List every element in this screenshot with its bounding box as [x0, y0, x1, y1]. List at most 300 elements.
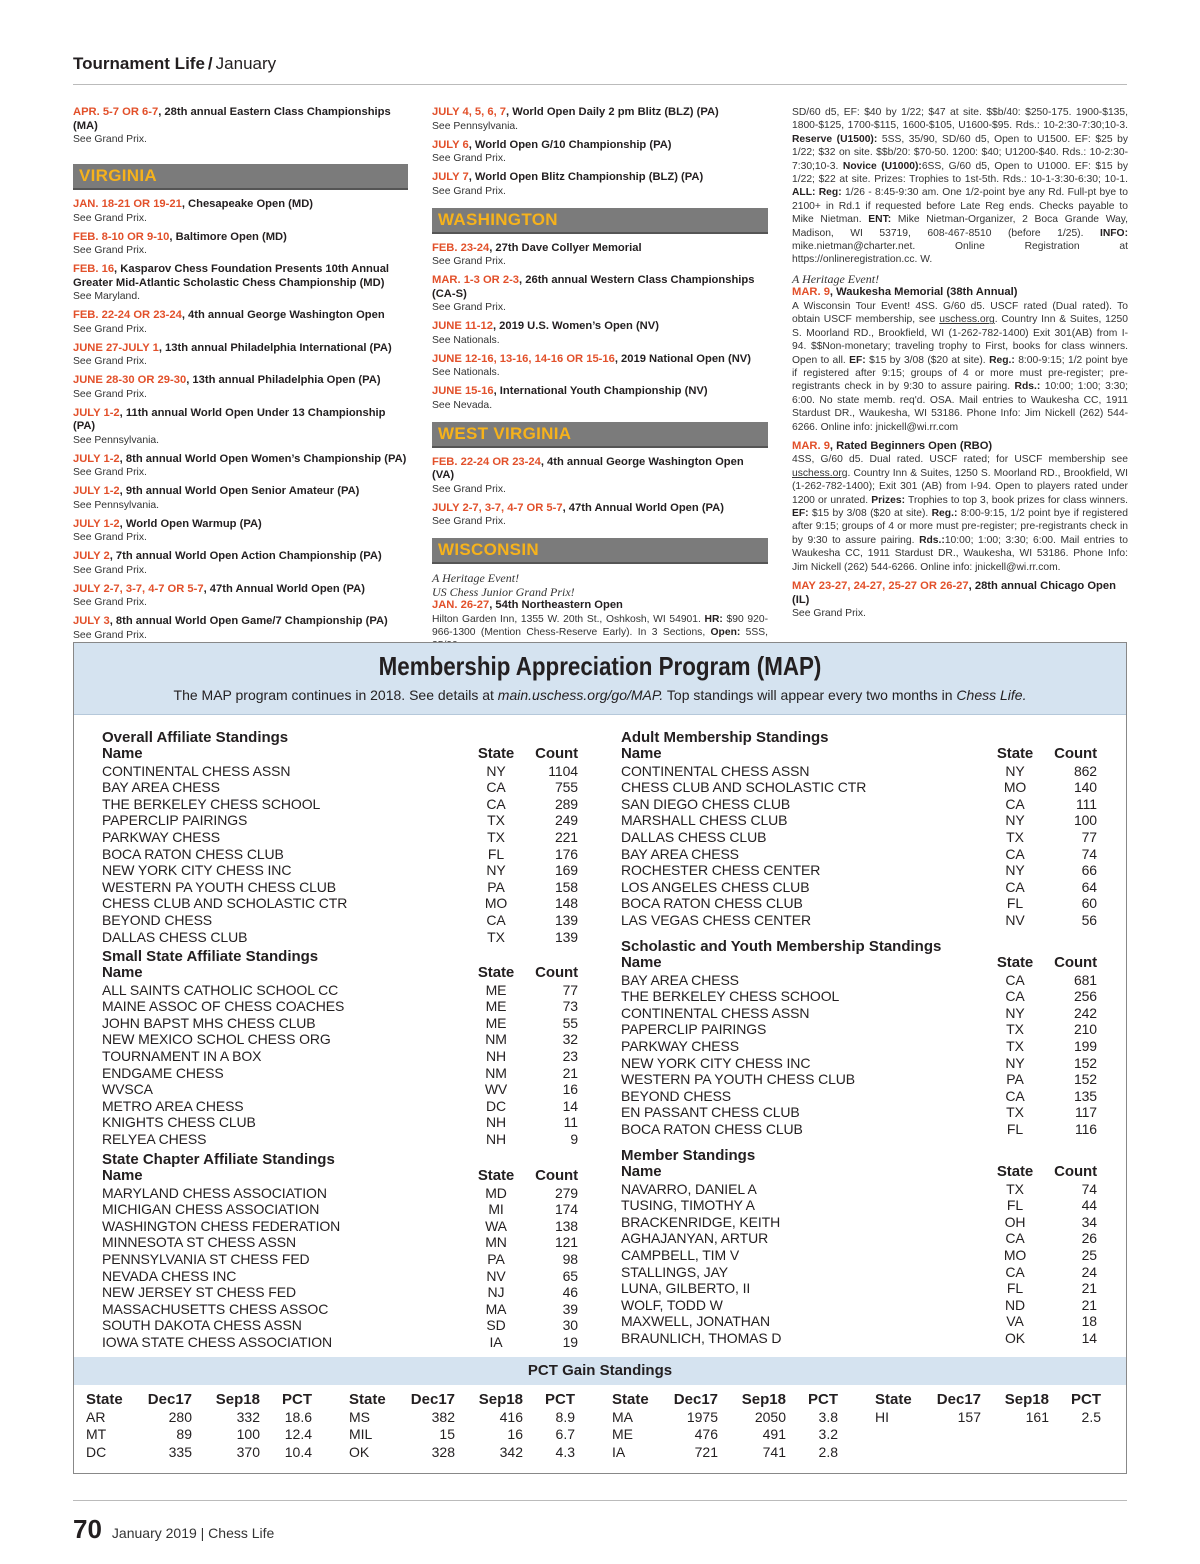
cell-name: PAPERCLIP PAIRINGS	[621, 1021, 767, 1038]
cell-name: SAN DIEGO CHESS CLUB	[621, 795, 791, 812]
cell-state: FL	[1006, 1197, 1024, 1214]
column-1	[73, 106, 408, 648]
cell-state: SD	[486, 1317, 506, 1334]
column-header-state: State	[477, 745, 515, 762]
cell-name: BOCA RATON CHESS CLUB	[621, 895, 803, 912]
pct-group	[875, 1391, 1101, 1426]
cell-count: 55	[562, 1014, 578, 1031]
cell-count: 135	[1073, 1087, 1097, 1104]
standings-title: State Chapter Affiliate Standings	[102, 1151, 335, 1168]
cell-count: 25	[1081, 1246, 1097, 1263]
cell-name: BAY AREA CHESS	[621, 971, 739, 988]
tournament-entry	[73, 231, 408, 258]
table-row	[102, 812, 582, 829]
pct-cell: 10.4	[284, 1443, 312, 1460]
tournament-entry	[792, 580, 1128, 620]
pct-cell: 15	[439, 1426, 455, 1443]
cell-name: MAXWELL, JONATHAN	[621, 1313, 770, 1330]
cell-count: 65	[562, 1267, 578, 1284]
cell-name: MARSHALL CHESS CLUB	[621, 812, 788, 829]
cell-count: 256	[1073, 988, 1097, 1005]
cell-state: ME	[485, 998, 507, 1015]
cell-count: 138	[554, 1217, 578, 1234]
cell-name: TOURNAMENT IN A BOX	[102, 1047, 262, 1064]
column-header-count: Count	[535, 1167, 578, 1184]
cell-count: 98	[562, 1250, 578, 1267]
cell-name: MAINE ASSOC OF CHESS COACHES	[102, 998, 345, 1015]
pct-cell: 89	[176, 1426, 192, 1443]
pct-column-header: Dec17	[147, 1391, 192, 1408]
cell-state: NY	[1005, 812, 1025, 829]
entry-date: FEB. 22-24 OR 23-24	[432, 455, 541, 468]
cell-count: 44	[1081, 1197, 1097, 1214]
table-row	[102, 895, 582, 912]
cell-name: MASSACHUSETTS CHESS ASSOC	[102, 1300, 329, 1317]
entry-note: See Grand Prix.	[73, 245, 147, 256]
tournament-entry	[73, 550, 408, 577]
table-row	[612, 1426, 838, 1444]
cell-count: 139	[554, 928, 578, 945]
entry-title: , World Open G/10 Championship (PA)	[468, 138, 672, 151]
pct-column-header: Dec17	[410, 1391, 455, 1408]
pct-column-header: State	[875, 1391, 912, 1408]
cell-name: THE BERKELEY CHESS SCHOOL	[102, 795, 321, 812]
pct-cell: 328	[431, 1443, 455, 1460]
cell-name: DALLAS CHESS CLUB	[621, 828, 767, 845]
entry-note: See Nevada.	[432, 399, 493, 411]
table-row	[612, 1444, 838, 1462]
cell-count: 174	[554, 1201, 578, 1218]
entry-date: JULY 1-2	[73, 452, 120, 465]
cell-count: 11	[563, 1114, 578, 1131]
table-row	[86, 1426, 312, 1444]
cell-name: MINNESOTA ST CHESS ASSN	[102, 1234, 297, 1251]
tournament-entry	[432, 242, 768, 269]
uschess-link[interactable]: uschess.org	[939, 314, 995, 326]
pct-header-row	[612, 1391, 838, 1409]
cell-state: TX	[1006, 1021, 1024, 1038]
cell-state: NY	[1005, 862, 1025, 879]
entry-note: See Grand Prix.	[73, 629, 147, 641]
cell-name: PARKWAY CHESS	[621, 1037, 739, 1054]
pct-cell: ME	[612, 1426, 633, 1443]
pct-column-header: Sep18	[215, 1391, 260, 1408]
cell-name: CONTINENTAL CHESS ASSN	[621, 762, 810, 779]
standings-header-row	[621, 955, 1101, 972]
cell-state: MO	[1003, 779, 1027, 796]
cell-name: BOCA RATON CHESS CLUB	[102, 845, 284, 862]
cell-state: NY	[1005, 762, 1025, 779]
pct-cell: 491	[762, 1426, 786, 1443]
entry-date: JAN. 18-21 OR 19-21	[73, 198, 182, 210]
pct-cell: HI	[875, 1408, 889, 1425]
header-separator: /	[207, 54, 213, 73]
heritage-label: A Heritage Event!	[792, 271, 880, 286]
map-box	[73, 642, 1127, 1474]
cell-state: CA	[1005, 845, 1025, 862]
entry-note: See Grand Prix.	[73, 388, 147, 400]
pct-cell: OK	[349, 1443, 370, 1460]
table-row	[621, 1313, 1101, 1330]
pct-cell: 2.8	[818, 1443, 838, 1460]
table-row	[102, 1031, 582, 1048]
cell-count: 117	[1074, 1104, 1097, 1121]
entry-date: JULY 3	[73, 615, 110, 627]
cell-state: TX	[487, 828, 505, 845]
page-footer	[73, 1514, 274, 1545]
cell-state: TX	[1006, 1180, 1024, 1197]
map-title: Membership Appreciation Program (MAP)	[378, 651, 822, 681]
entry-note: See Grand Prix.	[73, 467, 147, 478]
cell-state: TX	[1006, 828, 1024, 845]
cell-state: NY	[1005, 1054, 1025, 1071]
entry-date: JAN. 26-27	[432, 599, 490, 611]
table-row	[621, 1021, 1101, 1038]
standings-header-row	[102, 1168, 582, 1185]
table-row	[102, 1301, 582, 1318]
table-row	[612, 1409, 838, 1427]
cell-count: 221	[554, 828, 578, 845]
entry-title: , Chesapeake Open (MD)	[181, 198, 314, 210]
cell-state: MO	[1003, 1246, 1027, 1263]
cell-name: STALLINGS, JAY	[621, 1263, 729, 1280]
cell-count: 862	[1073, 762, 1097, 779]
standings-scholastic	[621, 938, 1101, 1138]
table-row	[102, 796, 582, 813]
pct-cell: 342	[499, 1443, 523, 1460]
cell-name: BAY AREA CHESS	[102, 779, 220, 796]
cell-state: TX	[1006, 1104, 1024, 1121]
cell-name: BAY AREA CHESS	[621, 845, 739, 862]
junior-grand-prix-label: US Chess Junior Grand Prix!	[432, 584, 575, 599]
state-heading-washington	[432, 208, 768, 234]
cell-count: 18	[1081, 1313, 1097, 1330]
cell-name: BOCA RATON CHESS CLUB	[621, 1120, 803, 1137]
pct-column-header: Sep18	[478, 1391, 523, 1408]
entry-date: JUNE 11-12	[432, 320, 493, 332]
cell-count: 116	[1074, 1120, 1097, 1137]
entry-title: , 47th Annual World Open (PA)	[203, 582, 365, 595]
cell-count: 60	[1081, 895, 1097, 912]
column-header-count: Count	[535, 745, 578, 762]
cell-state: CA	[1005, 1230, 1025, 1247]
pct-cell: 3.8	[818, 1408, 838, 1425]
entry-title: , 4th annual George Washington Open	[181, 309, 385, 321]
pct-cell: 12.4	[284, 1426, 312, 1443]
table-row	[621, 763, 1101, 780]
standings-adult	[621, 729, 1101, 929]
standings-title: Member Standings	[621, 1147, 756, 1164]
entry-title: , 13th annual Philadelphia International (PA)	[158, 341, 392, 354]
entry-note: See Maryland.	[73, 291, 140, 302]
cell-name: BRAUNLICH, THOMAS D	[621, 1329, 782, 1346]
cell-state: TX	[1006, 1037, 1024, 1054]
cell-name: PAPERCLIP PAIRINGS	[102, 812, 248, 829]
cell-name: WESTERN PA YOUTH CHESS CLUB	[621, 1071, 856, 1088]
tournament-entry	[432, 456, 768, 496]
cell-name: NAVARRO, DANIEL A	[621, 1180, 757, 1197]
cell-count: 74	[1081, 1180, 1097, 1197]
cell-name: WESTERN PA YOUTH CHESS CLUB	[102, 878, 337, 895]
column-header-count: Count	[535, 964, 578, 981]
tournament-entry	[792, 440, 1128, 574]
table-row	[621, 1297, 1101, 1314]
table-row	[102, 829, 582, 846]
entry-date: JULY 2-7, 3-7, 4-7 OR 5-7	[73, 582, 204, 595]
table-row	[102, 879, 582, 896]
cell-name: TUSING, TIMOTHY A	[621, 1197, 755, 1214]
tournament-entry	[73, 342, 408, 369]
map-subtitle: The MAP program continues in 2018. See details at main.uschess.org/go/MAP. Top standings will appear every two months in Chess Life.	[173, 687, 1027, 703]
cell-name: LUNA, GILBERTO, II	[621, 1280, 751, 1297]
cell-count: 19	[562, 1333, 578, 1350]
tournament-entry	[432, 274, 768, 314]
entry-note: See Pennsylvania.	[73, 434, 160, 446]
cell-count: 64	[1081, 878, 1097, 895]
map-header	[74, 643, 1126, 715]
cell-state: MA	[485, 1300, 507, 1317]
entry-date: MAR. 9	[792, 286, 830, 299]
state-heading-virginia	[73, 164, 408, 190]
cell-count: 73	[562, 998, 578, 1015]
entry-date: JUNE 28-30 OR 29-30	[73, 374, 187, 386]
entry-note: See Grand Prix.	[73, 212, 147, 224]
cell-name: NEW YORK CITY CHESS INC	[102, 862, 292, 879]
cell-count: 755	[554, 779, 578, 796]
standings-title: Scholastic and Youth Membership Standings	[621, 938, 942, 955]
pct-column-header: State	[86, 1391, 123, 1408]
pct-group	[86, 1391, 312, 1461]
pct-header-row	[875, 1391, 1101, 1409]
footer-rule	[73, 1500, 1127, 1501]
entry-title: , 7th annual World Open Action Championship (PA)	[109, 550, 382, 562]
table-row	[621, 1038, 1101, 1055]
column-header-count: Count	[1054, 1163, 1097, 1180]
cell-state: NV	[486, 1267, 506, 1284]
entry-title: , World Open Blitz Championship (BLZ) (PA)	[468, 171, 704, 183]
column-header-state: State	[477, 964, 515, 981]
column-header-name: Name	[621, 955, 662, 971]
column-header-count: Count	[1054, 745, 1097, 762]
cell-count: 111	[1076, 795, 1097, 812]
table-row	[102, 862, 582, 879]
entry-body: 4SS, G/60 d5. Dual rated. USCF rated; for USCF membership see uschess.org. Country Inn & Suites, 1250 S. Moorland RD., Brookfield, WI (1-262-782-1400); Exit 301 (AB) from I-94. Open to players rated under 1200 or unrated. Prizes: Trophies to top 3, book prizes for class winners. EF: $15 by 3/08 ($20 at site). Reg.: 8:00-9:15, 1/2 point bye if registered after 9:15; groups of 4 or more must pre-register; pre-registrants check in by 9:30 to assure pairing. Rds.:10:00; 1:00; 3:30; 6:00. Mail entries to Waukesha CC, 1911 Stardust DR., Waukesha, WI 53186. Phone Info: Jim Nickell (262) 544-6266. Online info: jnickell@wi.rr.com.	[792, 454, 1128, 573]
cell-state: NH	[485, 1130, 507, 1147]
entry-date: JUNE 27-JULY 1	[73, 341, 159, 354]
heritage-label: A Heritage Event!	[432, 571, 520, 585]
pct-cell: 370	[236, 1443, 260, 1460]
cell-name: CHESS CLUB AND SCHOLASTIC CTR	[621, 779, 867, 796]
entry-date: JULY 4, 5, 6, 7	[432, 106, 507, 118]
tournament-entry	[73, 615, 408, 642]
entry-title: , 8th annual World Open Game/7 Championship (PA)	[109, 615, 388, 627]
standings-title: Small State Affiliate Standings	[102, 948, 319, 965]
state-heading-label: WEST VIRGINIA	[438, 423, 572, 443]
pct-column-header: Sep18	[1004, 1391, 1049, 1408]
pct-cell: 6.7	[555, 1426, 575, 1443]
entry-date: JUNE 12-16, 13-16, 14-16 OR 15-16	[432, 352, 615, 365]
uschess-link[interactable]: uschess.org	[792, 467, 848, 479]
cell-count: 148	[554, 895, 578, 912]
table-row	[102, 1015, 582, 1032]
cell-state: PA	[487, 1250, 505, 1267]
table-row	[102, 1218, 582, 1235]
column-2	[432, 106, 768, 659]
pct-cell: MIL	[349, 1426, 373, 1443]
cell-name: BEYOND CHESS	[102, 911, 213, 928]
pct-cell: 332	[236, 1408, 260, 1425]
entry-title: , 2019 U.S. Women’s Open (NV)	[492, 320, 659, 332]
table-row	[102, 779, 582, 796]
tournament-entry	[73, 106, 408, 146]
table-row	[621, 1005, 1101, 1022]
table-row	[621, 1181, 1101, 1198]
cell-state: ME	[485, 1014, 507, 1031]
table-row	[621, 1280, 1101, 1297]
cell-state: NJ	[487, 1284, 505, 1301]
entry-note: See Grand Prix.	[432, 483, 506, 495]
pct-cell: 416	[499, 1408, 523, 1425]
cell-count: 681	[1073, 971, 1097, 988]
entry-title: , 13th annual Philadelphia Open (PA)	[186, 374, 381, 386]
column-header-name: Name	[102, 1168, 143, 1184]
entry-date: JULY 1-2	[73, 517, 120, 530]
pct-cell: 16	[507, 1426, 523, 1443]
table-row	[621, 1197, 1101, 1214]
cell-state: CA	[1005, 878, 1025, 895]
cell-count: 9	[570, 1130, 578, 1147]
pct-cell: 2.5	[1081, 1408, 1101, 1425]
pct-cell: 18.6	[284, 1408, 312, 1425]
cell-count: 249	[554, 812, 578, 829]
entry-title: , World Open Warmup (PA)	[119, 517, 262, 530]
entry-body: A Wisconsin Tour Event! 4SS. G/60 d5. USCF rated (Dual rated). To obtain USCF membership, see uschess.org. Country Inn & Suites, 1250 S. Moorland RD., Brookfield, WI (1-262-782-1400) Exit 301(AB) from I-94. $$Non-monetary; traveling trophy to First, books for class winners. Open to all. EF: $15 by 3/08 ($20 at site). Reg.: 8:00-9:15; 1/2 point bye if registered after 9:15; groups of 4 or more must pre-register; pre-registrants check in by 9:30 to assure pairing. Rds.: 10:00; 1:00; 3:30; 6:00. No state memb. req'd. OSA. Mail entries to Waukesha CC, 1911 Stardust DR., Waukesha, WI 53186. Phone Info: Jim Nickell (262) 544-6266. Online info: jnickell@wi.rr.com	[792, 300, 1128, 433]
cell-count: 39	[562, 1300, 578, 1317]
cell-name: WASHINGTON CHESS FEDERATION	[102, 1217, 341, 1234]
cell-name: BEYOND CHESS	[621, 1087, 732, 1104]
cell-state: VA	[1006, 1313, 1024, 1330]
cell-name: PENNSYLVANIA ST CHESS FED	[102, 1250, 310, 1267]
pct-column-header: PCT	[545, 1391, 575, 1408]
entry-title: , 27th Dave Collyer Memorial	[489, 241, 642, 254]
standings-member	[621, 1147, 1101, 1347]
cell-count: 26	[1081, 1230, 1097, 1247]
table-row	[102, 1284, 582, 1301]
table-row	[621, 1247, 1101, 1264]
cell-state: NM	[485, 1064, 507, 1081]
tournament-entry	[432, 385, 768, 412]
cell-state: WV	[484, 1081, 508, 1098]
column-header-state: State	[477, 1167, 515, 1184]
cell-state: FL	[1006, 895, 1024, 912]
cell-state: PA	[1006, 1071, 1024, 1088]
pct-cell: 382	[431, 1408, 455, 1425]
table-row	[102, 1234, 582, 1251]
tournament-entry	[432, 502, 768, 529]
entry-date: FEB. 22-24 OR 23-24	[73, 309, 182, 321]
cell-name: MARYLAND CHESS ASSOCIATION	[102, 1184, 327, 1201]
cell-state: NM	[485, 1031, 507, 1048]
column-header-name: Name	[621, 746, 662, 762]
pct-column-header: Dec17	[936, 1391, 981, 1408]
entry-note: See Grand Prix.	[432, 153, 506, 164]
entry-date: FEB. 8-10 OR 9-10	[73, 230, 170, 243]
section-title: Tournament Life	[73, 54, 205, 73]
tournament-entry	[73, 309, 408, 336]
cell-name: BRACKENRIDGE, KEITH	[621, 1213, 781, 1230]
pct-cell: 741	[762, 1443, 786, 1460]
tournament-entry	[792, 286, 1128, 434]
pct-cell: 157	[957, 1408, 981, 1425]
standings-header-row	[102, 746, 582, 763]
table-row	[102, 1251, 582, 1268]
table-row	[621, 1264, 1101, 1281]
cell-state: CA	[1005, 988, 1025, 1005]
entry-note: See Nationals.	[432, 367, 500, 378]
tournament-entry	[73, 485, 408, 512]
cell-count: 100	[1073, 812, 1097, 829]
state-heading-west-virginia	[432, 422, 768, 448]
cell-state: MN	[485, 1234, 507, 1251]
entry-date: MAR. 1-3 OR 2-3	[432, 274, 520, 286]
entry-title: , 2019 National Open (NV)	[614, 352, 751, 365]
pct-cell: 476	[694, 1426, 718, 1443]
cell-name: NEW JERSEY ST CHESS FED	[102, 1284, 297, 1301]
pct-cell: MS	[349, 1408, 370, 1425]
cell-name: EN PASSANT CHESS CLUB	[621, 1104, 800, 1121]
page-number: 70	[73, 1514, 102, 1544]
tournament-entry	[73, 263, 408, 303]
map-link[interactable]: main.uschess.org/go/MAP.	[497, 687, 664, 703]
cell-state: ND	[1004, 1296, 1026, 1313]
cell-name: LAS VEGAS CHESS CENTER	[621, 911, 811, 928]
cell-state: CA	[486, 795, 506, 812]
entry-title: , 8th annual World Open Women’s Championship (PA)	[119, 452, 407, 465]
cell-name: ROCHESTER CHESS CENTER	[621, 862, 821, 879]
entry-note: See Grand Prix.	[73, 597, 147, 608]
column-3	[792, 106, 1128, 626]
entry-date: JULY 1-2	[73, 485, 120, 497]
entry-note: See Nationals.	[432, 334, 500, 346]
cell-name: KNIGHTS CHESS CLUB	[102, 1114, 256, 1131]
entry-date: JULY 6	[432, 138, 469, 151]
standings-header-row	[621, 746, 1101, 763]
cell-state: CA	[486, 911, 506, 928]
cell-state: OK	[1004, 1329, 1026, 1346]
tournament-entry	[73, 198, 408, 225]
cell-name: IOWA STATE CHESS ASSOCIATION	[102, 1333, 333, 1350]
pct-cell: 161	[1025, 1408, 1049, 1425]
table-row	[102, 998, 582, 1015]
cell-count: 176	[554, 845, 578, 862]
cell-name: METRO AREA CHESS	[102, 1097, 244, 1114]
table-row	[621, 912, 1101, 929]
table-row	[102, 1268, 582, 1285]
entry-note: See Grand Prix.	[73, 532, 147, 543]
entry-date: MAR. 9	[792, 439, 830, 452]
table-row	[102, 1334, 582, 1351]
cell-count: 199	[1073, 1037, 1097, 1054]
entry-title: , 26th annual Western Class Championships (CA-S)	[432, 274, 755, 300]
standings-overall	[102, 729, 582, 945]
cell-name: LOS ANGELES CHESS CLUB	[621, 878, 810, 895]
entry-note: See Grand Prix.	[73, 564, 147, 576]
entry-body-continued: SD/60 d5, EF: $40 by 1/22; $47 at site. $$b/40: $250-175. 1900-$135, 1800-$125, 1700-$115, 1600-$105, U1600-$95. Rds.: 10-2:30-7:30;10-3. Reserve (U1500): 5SS, 35/90, SD/60 d5, Open to U1500. EF: $25 by 1/22; $32 on site. $$b/20: $70-50. 1200: $40; U1200-$40. Rds.: 10-2:30-7:30;10-3. Novice (U1000):6SS, G/60 d5, Open to U1000. EF: $15 by 1/22; $22 at site. Prizes: Trophies to 1st-5th. Rds.: 10-1-3:30-6:30; 10-1. ALL: Reg: 1/26 - 8:45-9:30 am. One 1/2-point bye any Rd. Full-pt bye to 2100+ in Rd.1 if requested before Late Reg ends. Checks payable to Mike Nietman. ENT: Mike Nietman-Organizer, 2 Boca Grande Way, Madison, WI 53719, 608-467-8510 (before 1/25). INFO: mike.nietman@charter.net. Online Registration at https://onlineregistration.cc. W.	[792, 107, 1129, 266]
cell-name: ALL SAINTS CATHOLIC SCHOOL CC	[102, 981, 339, 998]
pct-cell: IA	[612, 1443, 626, 1460]
tournament-entry	[73, 407, 408, 447]
table-row	[621, 829, 1101, 846]
